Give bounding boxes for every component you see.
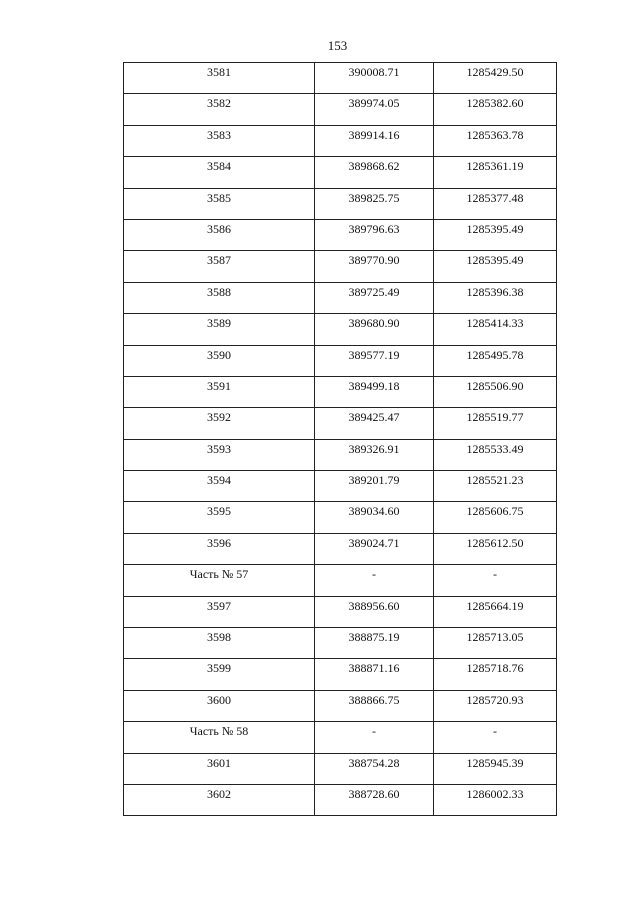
x-coordinate-cell-text: 389825.75: [348, 190, 400, 205]
x-coordinate-cell: [315, 282, 434, 313]
x-coordinate-cell-text: 389914.16: [348, 127, 400, 142]
point-number-cell: [124, 753, 315, 784]
x-coordinate-cell-text: 389770.90: [348, 253, 400, 268]
point-number-cell: [124, 502, 315, 533]
x-coordinate-cell: [315, 251, 434, 282]
x-coordinate-cell-text: -: [372, 567, 376, 582]
x-coordinate-cell-text: 389725.49: [348, 284, 400, 299]
x-coordinate-cell-text: 389680.90: [348, 316, 400, 331]
point-number-cell: [124, 94, 315, 125]
point-number-cell: [124, 690, 315, 721]
coordinates-table: [123, 62, 557, 816]
table-row: [124, 251, 557, 282]
table-row: [124, 784, 557, 815]
point-number-cell-text: 3595: [207, 504, 231, 519]
y-coordinate-cell: [434, 345, 557, 376]
y-coordinate-cell: [434, 596, 557, 627]
x-coordinate-cell: [315, 565, 434, 596]
y-coordinate-cell: [434, 471, 557, 502]
y-coordinate-cell-text: 1285377.48: [466, 190, 524, 205]
x-coordinate-cell: [315, 157, 434, 188]
table-row: [124, 722, 557, 753]
table-row: [124, 94, 557, 125]
point-number-cell-text: 3583: [207, 127, 231, 142]
point-number-cell-text: 3592: [207, 410, 231, 425]
point-number-cell-text: 3599: [207, 661, 231, 676]
x-coordinate-cell: [315, 722, 434, 753]
table-row: [124, 125, 557, 156]
x-coordinate-cell: [315, 628, 434, 659]
y-coordinate-cell-text: 1285506.90: [466, 378, 524, 393]
y-coordinate-cell-text: 1285612.50: [466, 535, 524, 550]
y-coordinate-cell-text: 1285533.49: [466, 441, 524, 456]
y-coordinate-cell: [434, 408, 557, 439]
point-number-cell-text: 3586: [207, 221, 231, 236]
point-number-cell: [124, 628, 315, 659]
y-coordinate-cell-text: 1285718.76: [466, 661, 524, 676]
y-coordinate-cell: [434, 439, 557, 470]
x-coordinate-cell-text: 389974.05: [348, 96, 400, 111]
x-coordinate-cell: [315, 784, 434, 815]
y-coordinate-cell-text: 1285361.19: [466, 159, 524, 174]
y-coordinate-cell: [434, 565, 557, 596]
point-number-cell-text: 3585: [207, 190, 231, 205]
table-row: [124, 219, 557, 250]
point-number-cell: [124, 188, 315, 219]
point-number-cell-text: 3598: [207, 630, 231, 645]
y-coordinate-cell-text: 1285720.93: [466, 692, 524, 707]
point-number-cell-text: 3593: [207, 441, 231, 456]
x-coordinate-cell: [315, 345, 434, 376]
x-coordinate-cell: [315, 125, 434, 156]
y-coordinate-cell: [434, 314, 557, 345]
x-coordinate-cell: [315, 219, 434, 250]
point-number-cell: [124, 282, 315, 313]
y-coordinate-cell: [434, 502, 557, 533]
y-coordinate-cell: [434, 659, 557, 690]
y-coordinate-cell-text: 1285521.23: [466, 473, 524, 488]
table-row: [124, 502, 557, 533]
y-coordinate-cell-text: 1285606.75: [466, 504, 524, 519]
x-coordinate-cell-text: 388956.60: [348, 598, 400, 613]
x-coordinate-cell: [315, 314, 434, 345]
x-coordinate-cell-text: 389034.60: [348, 504, 400, 519]
point-number-cell: [124, 439, 315, 470]
table-row: [124, 471, 557, 502]
y-coordinate-cell: [434, 157, 557, 188]
y-coordinate-cell-text: 1285713.05: [466, 630, 524, 645]
y-coordinate-cell: [434, 282, 557, 313]
y-coordinate-cell: [434, 251, 557, 282]
y-coordinate-cell-text: -: [493, 567, 497, 582]
point-number-cell: [124, 596, 315, 627]
point-number-cell: [124, 565, 315, 596]
y-coordinate-cell-text: 1285495.78: [466, 347, 524, 362]
point-number-cell-text: 3602: [207, 786, 231, 801]
y-coordinate-cell-text: -: [493, 724, 497, 739]
x-coordinate-cell: [315, 596, 434, 627]
y-coordinate-cell-text: 1285363.78: [466, 127, 524, 142]
table-row: [124, 439, 557, 470]
y-coordinate-cell-text: 1286002.33: [466, 786, 524, 801]
table-row: [124, 345, 557, 376]
y-coordinate-cell: [434, 533, 557, 564]
point-number-cell: [124, 722, 315, 753]
point-number-cell: [124, 784, 315, 815]
y-coordinate-cell-text: 1285396.38: [466, 284, 524, 299]
point-number-cell-text: 3591: [207, 378, 231, 393]
x-coordinate-cell: [315, 533, 434, 564]
x-coordinate-cell: [315, 471, 434, 502]
point-number-cell-text: Часть № 58: [189, 724, 249, 739]
point-number-cell-text: 3590: [207, 347, 231, 362]
y-coordinate-cell-text: 1285664.19: [466, 598, 524, 613]
table-row: [124, 565, 557, 596]
point-number-cell: [124, 157, 315, 188]
x-coordinate-cell: [315, 439, 434, 470]
x-coordinate-cell: [315, 408, 434, 439]
point-number-cell-text: 3600: [207, 692, 231, 707]
y-coordinate-cell: [434, 63, 557, 94]
point-number-cell-text: 3581: [207, 65, 231, 79]
y-coordinate-cell: [434, 784, 557, 815]
x-coordinate-cell-text: 389024.71: [348, 535, 400, 550]
page-number: 153: [327, 38, 348, 53]
x-coordinate-cell-text: 388871.16: [348, 661, 400, 676]
point-number-cell: [124, 533, 315, 564]
y-coordinate-cell-text: 1285395.49: [466, 221, 524, 236]
x-coordinate-cell-text: 389326.91: [348, 441, 400, 456]
point-number-cell: [124, 471, 315, 502]
table-row: [124, 314, 557, 345]
x-coordinate-cell-text: 388866.75: [348, 692, 400, 707]
point-number-cell: [124, 251, 315, 282]
point-number-cell-text: 3584: [207, 159, 231, 174]
x-coordinate-cell: [315, 94, 434, 125]
table-row: [124, 659, 557, 690]
x-coordinate-cell-text: -: [372, 724, 376, 739]
table-row: [124, 690, 557, 721]
point-number-cell: [124, 63, 315, 94]
table-row: [124, 188, 557, 219]
x-coordinate-cell: [315, 188, 434, 219]
x-coordinate-cell: [315, 690, 434, 721]
point-number-cell: [124, 376, 315, 407]
point-number-cell: [124, 314, 315, 345]
point-number-cell-text: Часть № 57: [189, 567, 249, 582]
x-coordinate-cell: [315, 376, 434, 407]
table-row: [124, 282, 557, 313]
table-row: [124, 408, 557, 439]
coordinates-table-body: [124, 63, 557, 816]
y-coordinate-cell-text: 1285414.33: [466, 316, 524, 331]
x-coordinate-cell-text: 388728.60: [348, 786, 400, 801]
x-coordinate-cell-text: 389577.19: [348, 347, 400, 362]
x-coordinate-cell-text: 390008.71: [348, 65, 400, 79]
point-number-cell-text: 3597: [207, 598, 231, 613]
x-coordinate-cell-text: 389868.62: [348, 159, 400, 174]
table-row: [124, 596, 557, 627]
y-coordinate-cell: [434, 125, 557, 156]
x-coordinate-cell: [315, 659, 434, 690]
point-number-cell: [124, 659, 315, 690]
point-number-cell-text: 3582: [207, 96, 231, 111]
point-number-cell-text: 3596: [207, 535, 231, 550]
point-number-cell-text: 3601: [207, 755, 231, 770]
point-number-cell: [124, 408, 315, 439]
point-number-cell: [124, 219, 315, 250]
y-coordinate-cell: [434, 376, 557, 407]
x-coordinate-cell-text: 389796.63: [348, 221, 400, 236]
point-number-cell: [124, 125, 315, 156]
table-row: [124, 628, 557, 659]
table-row: [124, 533, 557, 564]
point-number-cell: [124, 345, 315, 376]
x-coordinate-cell: [315, 63, 434, 94]
y-coordinate-cell: [434, 722, 557, 753]
y-coordinate-cell-text: 1285382.60: [466, 96, 524, 111]
y-coordinate-cell: [434, 690, 557, 721]
y-coordinate-cell: [434, 628, 557, 659]
y-coordinate-cell-text: 1285945.39: [466, 755, 524, 770]
point-number-cell-text: 3589: [207, 316, 231, 331]
x-coordinate-cell-text: 388754.28: [348, 755, 400, 770]
table-row: [124, 376, 557, 407]
table-row: [124, 753, 557, 784]
point-number-cell-text: 3588: [207, 284, 231, 299]
y-coordinate-cell-text: 1285519.77: [466, 410, 524, 425]
x-coordinate-cell-text: 388875.19: [348, 630, 400, 645]
y-coordinate-cell: [434, 219, 557, 250]
x-coordinate-cell: [315, 753, 434, 784]
x-coordinate-cell-text: 389499.18: [348, 378, 400, 393]
point-number-cell-text: 3594: [207, 473, 231, 488]
y-coordinate-cell: [434, 753, 557, 784]
point-number-cell-text: 3587: [207, 253, 231, 268]
x-coordinate-cell-text: 389425.47: [348, 410, 400, 425]
y-coordinate-cell-text: 1285395.49: [466, 253, 524, 268]
x-coordinate-cell: [315, 502, 434, 533]
y-coordinate-cell: [434, 94, 557, 125]
y-coordinate-cell-text: 1285429.50: [466, 65, 524, 79]
x-coordinate-cell-text: 389201.79: [348, 473, 400, 488]
y-coordinate-cell: [434, 188, 557, 219]
table-row: [124, 157, 557, 188]
table-row: [124, 63, 557, 94]
